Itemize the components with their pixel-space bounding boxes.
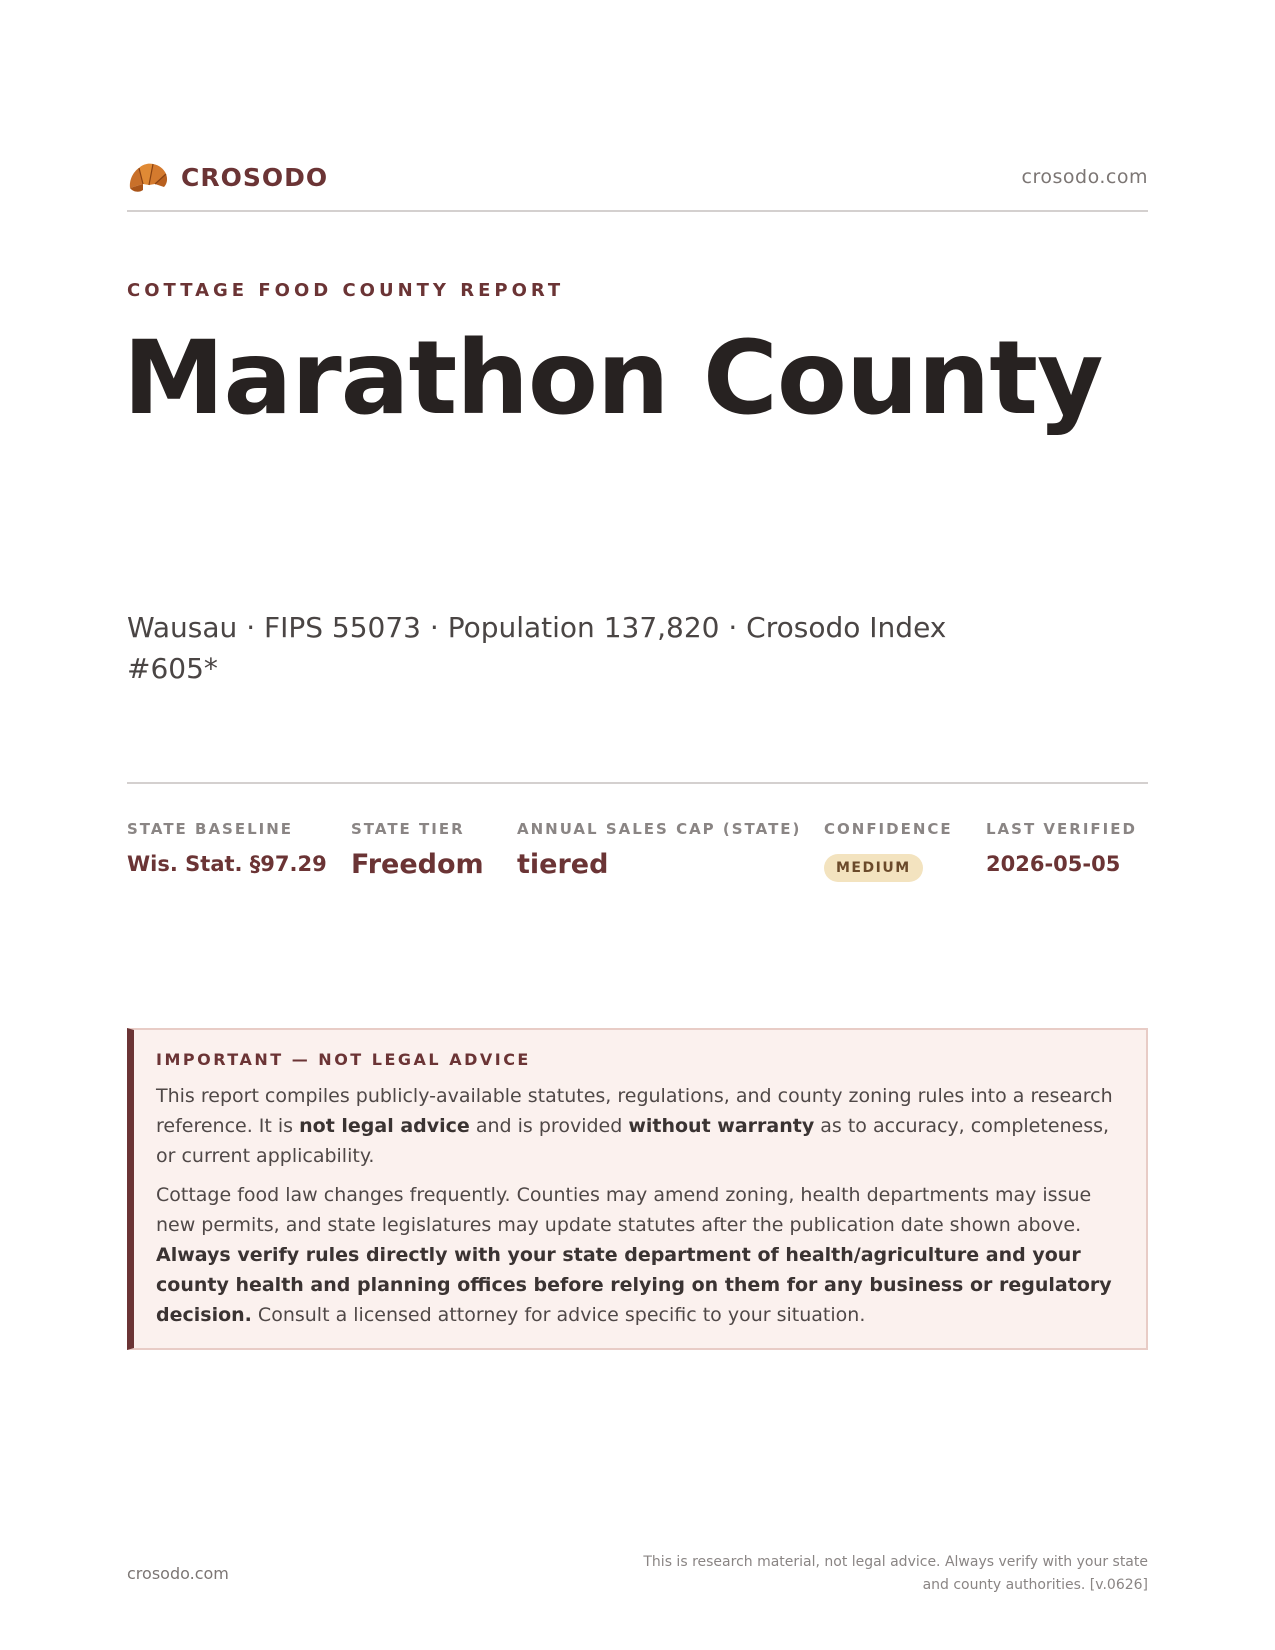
- notice-title: IMPORTANT — NOT LEGAL ADVICE: [156, 1050, 531, 1069]
- stats-divider: [127, 782, 1148, 784]
- report-eyebrow: COTTAGE FOOD COUNTY REPORT: [127, 280, 565, 301]
- stat-label: LAST VERIFIED: [986, 820, 1137, 838]
- stat-confidence: [824, 820, 953, 882]
- stat-value: tiered: [517, 849, 609, 880]
- header-site-link[interactable]: crosodo.com: [1021, 166, 1148, 188]
- confidence-badge: MEDIUM: [824, 854, 923, 882]
- notice-paragraph-2: [156, 1180, 1122, 1330]
- legal-notice: [127, 1028, 1148, 1350]
- county-subtitle: Wausau · FIPS 55073 · Population 137,820 · Crosodo Index #605*: [127, 611, 947, 685]
- stat-value: Freedom: [351, 849, 484, 880]
- notice-text: This report compiles publicly-available statutes, regulations, and county zoning rules into a research reference. It is: [156, 1085, 1113, 1137]
- brand-name: CROSODO: [181, 162, 329, 192]
- stat-label: ANNUAL SALES CAP (STATE): [517, 820, 802, 838]
- brand-logo: [127, 158, 328, 196]
- stat-label: STATE TIER: [351, 820, 465, 838]
- notice-paragraph-1: [156, 1081, 1122, 1171]
- county-title: Marathon County: [123, 319, 1103, 438]
- stat-value: 2026-05-05: [986, 852, 1121, 876]
- croissant-icon: [127, 158, 169, 196]
- notice-text: Consult a licensed attorney for advice specific to your situation.: [251, 1304, 866, 1326]
- notice-emphasis: Always verify rules directly with your state department of health/agriculture and your county health and planning offices before relying on them for any business or regulatory decision.: [156, 1244, 1112, 1326]
- notice-emphasis: not legal advice: [299, 1115, 470, 1137]
- stat-label: CONFIDENCE: [824, 820, 953, 838]
- notice-emphasis: without warranty: [628, 1115, 815, 1137]
- footer-disclaimer: [628, 1551, 1148, 1597]
- stat-label: STATE BASELINE: [127, 820, 294, 838]
- stat-sales-cap: [517, 820, 801, 880]
- notice-text: Cottage food law changes frequently. Counties may amend zoning, health departments may issue new permits, and state legislatures may update statutes after the publication date shown above.: [156, 1184, 1092, 1236]
- stat-value: Wis. Stat. §97.29: [127, 852, 327, 876]
- stat-state-baseline: [127, 820, 327, 876]
- report-page: [123, 0, 1148, 1650]
- footer-site-link[interactable]: crosodo.com: [127, 1564, 229, 1583]
- footer-disclaimer-line: This is research material, not legal advice. Always verify with your state: [643, 1554, 1148, 1570]
- notice-text: and is provided: [469, 1115, 629, 1137]
- page-header: [127, 158, 1148, 206]
- header-divider: [127, 210, 1148, 212]
- stat-state-tier: [351, 820, 484, 880]
- stat-last-verified: [986, 820, 1137, 876]
- footer-disclaimer-line: and county authorities. [v.0626]: [922, 1577, 1148, 1593]
- notice-text: as to accuracy, completeness, or current applicability.: [156, 1115, 1110, 1167]
